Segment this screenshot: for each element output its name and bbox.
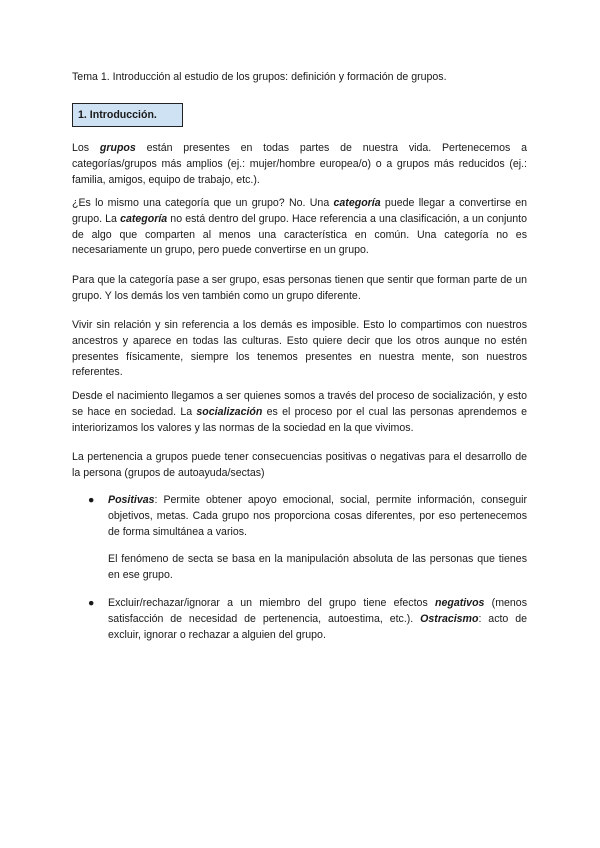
term-grupos: grupos [99, 142, 136, 154]
bullet-positivas-text: : Permite obtener apoyo emocional, social, permite información, conseguir objetivos, metas. Cada grupo nos proporciona cosas diferentes, por eso pertenecemos de forma simultánea a varios. [108, 494, 527, 538]
paragraph-relacion: Vivir sin relación y sin referencia a los demás es imposible. Esto lo compartimos con nuestros ancestros y aparece en todas las culturas. Esto quiere decir que los otros aunque no estén presentes físicamente, siempre los tenemos presentes en nuestra mente, son nuestros referentes. [72, 319, 527, 379]
paragraph-secta: El fenómeno de secta se basa en la manipulación absoluta de las personas que tienes en ese grupo. [108, 553, 527, 581]
paragraph-grupos [72, 141, 527, 188]
paragraph-pertenencia: La pertenencia a grupos puede tener consecuencias positivas o negativas para el desarrollo de la persona (grupos de autoayuda/sectas) [72, 451, 527, 479]
document-title: Tema 1. Introducción al estudio de los grupos: definición y formación de grupos. [72, 71, 447, 83]
paragraph-categoria-grupo: Para que la categoría pase a ser grupo, esas personas tienen que sentir que forman parte de un grupo. Y los demás los ven también como un grupo diferente. [72, 274, 527, 302]
bullet-icon: ● [88, 597, 95, 609]
bullet-negativos-text-a: Excluir/rechazar/ignorar a un miembro del grupo tiene efectos [108, 597, 435, 609]
bullet-text-negativos [108, 596, 527, 643]
p2-text-c: puede llegar a convertirse en grupo. La [72, 197, 527, 225]
bullet-text-positivas [108, 493, 527, 540]
bullet-negativos-text-c: (menos satisfacción de necesidad de pertenencia, autoestima, etc.). [108, 597, 527, 625]
p2-text-e: no está dentro del grupo. Hace referencia a una clasificación, a un conjunto de algo que comparten al menos una característica en común. Una categoría no es necesariamente un grupo, pero puede convertirse en un grupo. [72, 212, 527, 257]
term-categoria-2: categoría [120, 212, 168, 225]
term-positivas: Positivas [108, 494, 155, 506]
term-negativos: negativos [434, 597, 485, 609]
p5-text-c: es el proceso por el cual las personas aprendemos e interiorizamos los valores y las normas de la sociedad en la que vivimos. [72, 405, 528, 434]
term-socializacion: socialización [196, 405, 263, 418]
p1-text-a: Los [72, 142, 100, 154]
p5-text-a: Desde el nacimiento llegamos a ser quienes somos a través del proceso de socialización, y esto se hace en sociedad. La [72, 390, 527, 418]
paragraph-categoria [72, 196, 527, 259]
bullet-negativos-text-e: : acto de excluir, ignorar o rechazar a alguien del grupo. [108, 612, 528, 641]
term-ostracismo: Ostracismo [420, 612, 479, 625]
p1-text-c: están presentes en todas partes de nuestra vida. Pertenecemos a categorías/grupos más amplios (ej.: mujer/hombre europea/o) o a grupos más reducidos (ej.: familia, amigos, equipo de trabajo, etc.). [72, 142, 527, 186]
section-heading: 1. Introducción. [72, 103, 183, 127]
paragraph-socializacion [72, 389, 527, 436]
bullet-icon: ● [88, 494, 95, 506]
p2-text-a: ¿Es lo mismo una categoría que un grupo? No. Una [72, 197, 334, 209]
term-categoria: categoría [333, 197, 381, 209]
